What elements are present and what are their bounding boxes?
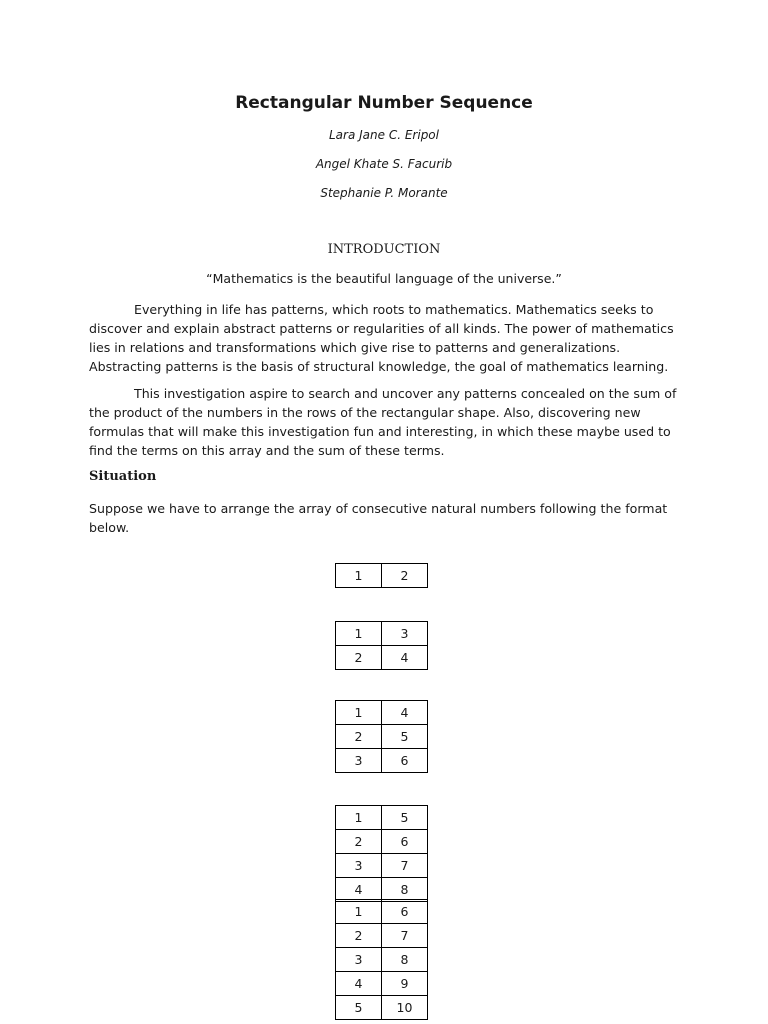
quote: “Mathematics is the beautiful language of the universe.” xyxy=(206,271,562,286)
document-title: Rectangular Number Sequence xyxy=(235,93,533,113)
table-cell: 4 xyxy=(336,878,382,902)
table-cell: 9 xyxy=(382,972,428,996)
table-cell: 5 xyxy=(382,806,428,830)
table-cell: 2 xyxy=(336,725,382,749)
table-cell: 2 xyxy=(336,646,382,670)
table-cell: 5 xyxy=(382,725,428,749)
paragraph-2: This investigation aspire to search and uncover any patterns concealed on the sum of the product of the numbers in the rows of the rectangular shape. Also, discovering new formulas that will make this investigation fun and interesting, in which these maybe used to find the terms on this array and the sum of these terms. xyxy=(89,386,677,458)
table-row xyxy=(336,854,428,878)
array-table-4 xyxy=(335,805,428,902)
table-cell: 10 xyxy=(382,996,428,1020)
table-cell: 6 xyxy=(382,749,428,773)
table-row xyxy=(336,830,428,854)
table-cell: 5 xyxy=(336,996,382,1020)
situation-text: Suppose we have to arrange the array of consecutive natural numbers following the format below. xyxy=(89,501,668,535)
array-table-1 xyxy=(335,563,428,588)
table-cell: 8 xyxy=(382,878,428,902)
table-row xyxy=(336,622,428,646)
array-table-2 xyxy=(335,621,428,670)
table-cell: 8 xyxy=(382,948,428,972)
table-row xyxy=(336,924,428,948)
table-cell: 3 xyxy=(382,622,428,646)
table-cell: 4 xyxy=(336,972,382,996)
table-row xyxy=(336,725,428,749)
author-1: Lara Jane C. Eripol xyxy=(329,128,439,142)
table-row xyxy=(336,564,428,588)
introduction-heading: INTRODUCTION xyxy=(327,242,441,257)
table-row xyxy=(336,996,428,1020)
paragraph-1: Everything in life has patterns, which roots to mathematics. Mathematics seeks to discover and explain abstract patterns or regularities of all kinds. The power of mathematics lies in relations and transformations which give rise to patterns and generalizations. Abstracting patterns is the basis of structural knowledge, the goal of mathematics learning. xyxy=(89,302,674,374)
table-cell: 3 xyxy=(336,948,382,972)
table-row xyxy=(336,878,428,902)
author-2: Angel Khate S. Facurib xyxy=(315,157,453,171)
author-3: Stephanie P. Morante xyxy=(320,186,448,200)
table-cell: 1 xyxy=(336,564,382,588)
table-cell: 7 xyxy=(382,854,428,878)
situation-heading: Situation xyxy=(89,469,157,484)
array-table-5 xyxy=(335,899,428,1020)
table-cell: 2 xyxy=(382,564,428,588)
table-row xyxy=(336,900,428,924)
table-cell: 6 xyxy=(382,900,428,924)
table-cell: 1 xyxy=(336,900,382,924)
table-cell: 7 xyxy=(382,924,428,948)
table-cell: 3 xyxy=(336,854,382,878)
table-row xyxy=(336,806,428,830)
table-cell: 1 xyxy=(336,622,382,646)
table-cell: 1 xyxy=(336,701,382,725)
table-row xyxy=(336,749,428,773)
table-row xyxy=(336,948,428,972)
table-cell: 6 xyxy=(382,830,428,854)
array-table-3 xyxy=(335,700,428,773)
table-row xyxy=(336,646,428,670)
table-cell: 2 xyxy=(336,830,382,854)
table-row xyxy=(336,701,428,725)
table-cell: 4 xyxy=(382,646,428,670)
table-cell: 4 xyxy=(382,701,428,725)
table-row xyxy=(336,972,428,996)
table-cell: 2 xyxy=(336,924,382,948)
table-cell: 3 xyxy=(336,749,382,773)
table-cell: 1 xyxy=(336,806,382,830)
